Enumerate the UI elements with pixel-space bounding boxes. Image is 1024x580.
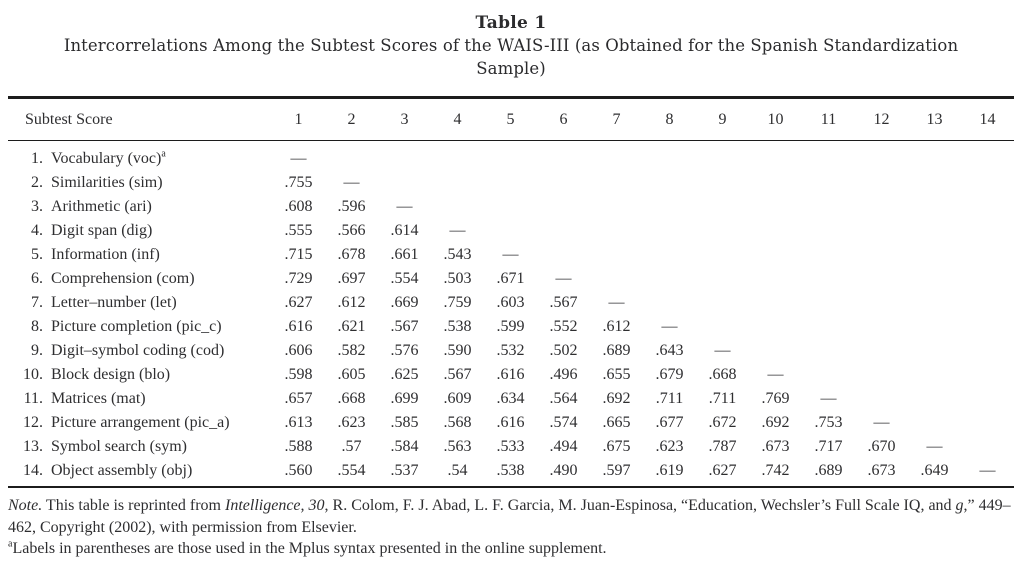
correlation-cell: .717 <box>814 438 843 455</box>
row-label <box>8 195 272 219</box>
correlation-cell: — <box>661 318 678 335</box>
correlation-cell <box>802 141 855 172</box>
correlation-cell <box>696 141 749 172</box>
correlation-cell: .533 <box>496 438 525 455</box>
row-number: 8. <box>31 318 43 335</box>
correlation-cell: .563 <box>443 438 472 455</box>
subtest-name: Comprehension (com) <box>51 270 195 287</box>
correlation-cell: .692 <box>602 390 631 407</box>
correlation-cell <box>696 291 749 315</box>
correlation-cell <box>696 171 749 195</box>
correlation-cell: — <box>714 342 731 359</box>
correlation-cell <box>590 195 643 219</box>
correlation-cell <box>696 195 749 219</box>
correlation-cell <box>855 315 908 339</box>
table-row <box>8 195 1014 219</box>
subtest-name: Object assembly (obj) <box>51 462 193 479</box>
correlation-cell: .57 <box>341 438 362 455</box>
correlation-cell: .673 <box>761 438 790 455</box>
footnote-a-line <box>8 538 1014 560</box>
correlation-cell <box>908 411 961 435</box>
correlation-cell <box>643 243 696 267</box>
row-label <box>8 363 272 387</box>
correlation-cell: .769 <box>761 390 790 407</box>
correlation-cell <box>537 141 590 172</box>
correlation-cell: .627 <box>696 459 749 487</box>
column-header-6: 6 <box>537 98 590 141</box>
correlation-cell <box>961 363 1014 387</box>
subtest-name: Picture arrangement (pic_a) <box>51 414 230 431</box>
table-title-line: Sample) <box>476 59 546 78</box>
table-row <box>8 267 1014 291</box>
correlation-cell: — <box>449 222 466 239</box>
correlation-cell <box>643 267 696 291</box>
correlation-cell <box>590 171 643 195</box>
table-row <box>8 339 1014 363</box>
subtest-name: Digit–symbol coding (cod) <box>51 342 225 359</box>
correlation-cell <box>908 219 961 243</box>
table-notes <box>8 495 1014 560</box>
correlation-cell: .552 <box>549 318 578 335</box>
correlation-cell <box>802 267 855 291</box>
column-header-5: 5 <box>484 98 537 141</box>
correlation-cell <box>908 315 961 339</box>
correlation-cell <box>961 315 1014 339</box>
correlation-cell <box>855 219 908 243</box>
table-row <box>8 141 1014 172</box>
correlation-cell <box>590 267 643 291</box>
correlation-cell <box>908 141 961 172</box>
correlation-cell: .679 <box>655 366 684 383</box>
correlation-cell: — <box>926 438 943 455</box>
correlation-cell: .554 <box>390 270 419 287</box>
column-header-12: 12 <box>855 98 908 141</box>
table-row <box>8 387 1014 411</box>
correlation-cell <box>643 291 696 315</box>
correlation-cell: .692 <box>761 414 790 431</box>
correlation-cell: .588 <box>284 438 313 455</box>
subtest-name: Vocabulary (voc) <box>51 150 162 167</box>
correlation-cell: .623 <box>337 414 366 431</box>
table-row <box>8 435 1014 459</box>
correlation-cell: .755 <box>284 174 313 191</box>
correlation-cell: — <box>555 270 572 287</box>
correlation-cell <box>961 435 1014 459</box>
correlation-cell <box>431 171 484 195</box>
row-number: 10. <box>23 366 43 383</box>
correlation-cell: .503 <box>443 270 472 287</box>
column-header-7: 7 <box>590 98 643 141</box>
correlation-cell <box>802 315 855 339</box>
correlation-cell <box>908 363 961 387</box>
correlation-cell: .554 <box>325 459 378 487</box>
table-title-block <box>8 12 1014 80</box>
correlation-cell: .677 <box>655 414 684 431</box>
correlation-cell <box>855 267 908 291</box>
correlation-cell: .643 <box>655 342 684 359</box>
correlation-cell: .555 <box>284 222 313 239</box>
correlation-cell: .614 <box>390 222 419 239</box>
correlation-cell: .532 <box>496 342 525 359</box>
correlation-cell: .657 <box>284 390 313 407</box>
row-number: 14. <box>23 462 43 479</box>
correlation-cell: .711 <box>708 390 737 407</box>
column-header-1: 1 <box>272 98 325 141</box>
correlation-cell <box>855 363 908 387</box>
row-label <box>8 267 272 291</box>
correlation-cell <box>855 195 908 219</box>
correlation-cell <box>961 219 1014 243</box>
correlation-cell <box>802 291 855 315</box>
note-line <box>8 495 1014 538</box>
column-header-4: 4 <box>431 98 484 141</box>
correlation-cell <box>855 339 908 363</box>
correlation-cell: — <box>396 198 413 215</box>
correlation-cell <box>696 219 749 243</box>
correlation-cell <box>484 195 537 219</box>
correlation-cell <box>537 243 590 267</box>
row-number: 5. <box>31 246 43 263</box>
correlation-cell <box>749 315 802 339</box>
correlation-cell: .678 <box>337 246 366 263</box>
table-title-line: Intercorrelations Among the Subtest Scores of the WAIS-III (as Obtained for the Spanish Standardization <box>63 36 959 55</box>
correlation-cell: .612 <box>337 294 366 311</box>
table-row <box>8 363 1014 387</box>
correlation-cell: .671 <box>496 270 525 287</box>
correlation-cell <box>643 219 696 243</box>
correlation-cell <box>961 411 1014 435</box>
note-segment: ,” 449–462, Copyright (2002), with permission from Elsevier. <box>8 497 1011 536</box>
correlation-cell <box>802 171 855 195</box>
correlation-cell: .609 <box>443 390 472 407</box>
row-label <box>8 315 272 339</box>
correlation-cell <box>749 267 802 291</box>
row-number: 9. <box>31 342 43 359</box>
row-number: 6. <box>31 270 43 287</box>
correlation-cell <box>325 141 378 172</box>
row-number: 4. <box>31 222 43 239</box>
correlation-cell: .590 <box>443 342 472 359</box>
correlation-cell: .582 <box>337 342 366 359</box>
correlation-cell <box>749 243 802 267</box>
footnote-text: Labels in parentheses are those used in the Mplus syntax presented in the online supplement. <box>12 540 607 557</box>
correlation-cell: .699 <box>390 390 419 407</box>
correlation-cell <box>855 243 908 267</box>
correlation-cell <box>696 267 749 291</box>
correlation-cell <box>484 171 537 195</box>
row-label <box>8 141 272 172</box>
correlation-cell <box>431 141 484 172</box>
correlation-cell: .669 <box>390 294 419 311</box>
correlation-cell: .627 <box>284 294 313 311</box>
table-row <box>8 411 1014 435</box>
footnote-marker: a <box>8 538 13 550</box>
correlation-cell: .597 <box>590 459 643 487</box>
correlation-cell: .623 <box>655 438 684 455</box>
column-header-2: 2 <box>325 98 378 141</box>
correlation-cell: .490 <box>537 459 590 487</box>
column-header-14: 14 <box>961 98 1014 141</box>
correlation-cell <box>537 219 590 243</box>
correlation-cell: .612 <box>602 318 631 335</box>
subtest-name: Letter–number (let) <box>51 294 177 311</box>
correlation-cell: .613 <box>284 414 313 431</box>
correlation-cell: .599 <box>496 318 525 335</box>
correlation-cell <box>643 141 696 172</box>
correlation-cell <box>961 171 1014 195</box>
correlation-cell: .54 <box>431 459 484 487</box>
correlation-cell: .661 <box>390 246 419 263</box>
table-body <box>8 141 1014 488</box>
correlation-cell: .616 <box>496 414 525 431</box>
table-row <box>8 291 1014 315</box>
correlation-cell <box>431 195 484 219</box>
row-label <box>8 219 272 243</box>
correlation-cell <box>961 291 1014 315</box>
correlation-cell: .625 <box>390 366 419 383</box>
correlation-cell: .502 <box>549 342 578 359</box>
correlation-cell <box>484 141 537 172</box>
correlation-cell <box>855 291 908 315</box>
correlation-cell <box>908 291 961 315</box>
correlation-cell: .494 <box>549 438 578 455</box>
correlation-cell: .567 <box>549 294 578 311</box>
correlation-cell: .576 <box>390 342 419 359</box>
correlation-cell: .616 <box>496 366 525 383</box>
row-label <box>8 291 272 315</box>
correlation-cell <box>749 291 802 315</box>
row-number: 7. <box>31 294 43 311</box>
correlation-cell: — <box>961 459 1014 487</box>
correlation-cell: .759 <box>443 294 472 311</box>
correlation-cell <box>961 267 1014 291</box>
row-number: 12. <box>23 414 43 431</box>
row-label <box>8 339 272 363</box>
column-header-subtest-score: Subtest Score <box>8 98 272 141</box>
correlation-cell: .603 <box>496 294 525 311</box>
row-label <box>8 171 272 195</box>
table-header-row <box>8 98 1014 141</box>
table-row <box>8 315 1014 339</box>
correlation-cell <box>749 141 802 172</box>
correlation-cell <box>590 243 643 267</box>
note-segment: g <box>955 497 964 514</box>
correlation-cell: .596 <box>337 198 366 215</box>
correlation-cell: .616 <box>284 318 313 335</box>
correlation-cell: .566 <box>337 222 366 239</box>
correlation-cell: .606 <box>284 342 313 359</box>
row-number: 11. <box>23 390 43 407</box>
correlation-cell <box>961 195 1014 219</box>
correlation-cell: — <box>608 294 625 311</box>
column-header-11: 11 <box>802 98 855 141</box>
correlation-cell <box>961 339 1014 363</box>
correlation-cell: .598 <box>284 366 313 383</box>
subtest-name: Picture completion (pic_c) <box>51 318 222 335</box>
table-row <box>8 171 1014 195</box>
table-row <box>8 219 1014 243</box>
correlation-cell: .711 <box>655 390 684 407</box>
row-label <box>8 243 272 267</box>
correlation-cell <box>802 363 855 387</box>
correlation-cell <box>802 243 855 267</box>
correlation-cell: .543 <box>443 246 472 263</box>
correlation-cell: .742 <box>749 459 802 487</box>
correlation-cell <box>908 267 961 291</box>
correlation-cell <box>802 339 855 363</box>
subtest-name: Block design (blo) <box>51 366 171 383</box>
correlation-cell <box>378 141 431 172</box>
column-header-9: 9 <box>696 98 749 141</box>
subtest-name: Matrices (mat) <box>51 390 146 407</box>
row-number: 1. <box>31 150 43 167</box>
correlation-cell: .605 <box>337 366 366 383</box>
column-header-3: 3 <box>378 98 431 141</box>
correlation-cell: — <box>767 366 784 383</box>
correlation-cell <box>537 171 590 195</box>
correlation-table <box>8 96 1014 488</box>
correlation-cell <box>590 141 643 172</box>
correlation-cell: .673 <box>855 459 908 487</box>
table-number: Table 1 <box>475 13 547 33</box>
column-header-10: 10 <box>749 98 802 141</box>
footnote-marker: a <box>161 148 166 160</box>
correlation-cell: .729 <box>284 270 313 287</box>
correlation-cell: .538 <box>443 318 472 335</box>
correlation-cell <box>908 243 961 267</box>
correlation-cell: .574 <box>549 414 578 431</box>
row-label <box>8 435 272 459</box>
row-label <box>8 459 272 487</box>
subtest-name: Information (inf) <box>51 246 160 263</box>
correlation-cell <box>802 195 855 219</box>
note-segment: Note. <box>8 497 43 514</box>
correlation-cell: .668 <box>337 390 366 407</box>
row-number: 3. <box>31 198 43 215</box>
correlation-cell: .584 <box>390 438 419 455</box>
correlation-cell: .697 <box>337 270 366 287</box>
correlation-cell <box>908 195 961 219</box>
correlation-cell: .608 <box>284 198 313 215</box>
subtest-name: Symbol search (sym) <box>51 438 187 455</box>
correlation-cell: .649 <box>908 459 961 487</box>
correlation-cell: — <box>873 414 890 431</box>
correlation-cell <box>749 339 802 363</box>
table-row <box>8 243 1014 267</box>
correlation-cell <box>855 387 908 411</box>
correlation-cell <box>855 141 908 172</box>
row-label <box>8 387 272 411</box>
correlation-cell: .564 <box>549 390 578 407</box>
correlation-cell: .567 <box>443 366 472 383</box>
correlation-cell: .753 <box>814 414 843 431</box>
note-segment: , R. Colom, F. J. Abad, L. F. Garcia, M. Juan-Espinosa, “Education, Wechsler’s Full Scale IQ, and <box>324 497 956 514</box>
correlation-cell: .537 <box>378 459 431 487</box>
correlation-cell <box>908 387 961 411</box>
table-row <box>8 459 1014 487</box>
correlation-cell <box>802 219 855 243</box>
correlation-cell: .655 <box>602 366 631 383</box>
correlation-cell <box>961 387 1014 411</box>
subtest-name: Digit span (dig) <box>51 222 153 239</box>
correlation-cell: .668 <box>708 366 737 383</box>
correlation-cell <box>749 171 802 195</box>
correlation-cell: .689 <box>602 342 631 359</box>
correlation-cell: — <box>502 246 519 263</box>
correlation-cell: .689 <box>802 459 855 487</box>
correlation-cell: .619 <box>643 459 696 487</box>
correlation-cell <box>696 315 749 339</box>
note-segment: This table is reprinted from <box>42 497 225 514</box>
correlation-cell: — <box>290 150 307 167</box>
row-label <box>8 411 272 435</box>
column-header-8: 8 <box>643 98 696 141</box>
correlation-cell <box>908 339 961 363</box>
correlation-cell <box>855 171 908 195</box>
correlation-cell: .560 <box>272 459 325 487</box>
correlation-cell: .670 <box>867 438 896 455</box>
correlation-cell <box>537 195 590 219</box>
correlation-cell: .567 <box>390 318 419 335</box>
correlation-cell: .568 <box>443 414 472 431</box>
correlation-cell: .672 <box>708 414 737 431</box>
column-header-13: 13 <box>908 98 961 141</box>
subtest-name: Arithmetic (ari) <box>51 198 152 215</box>
correlation-cell: .585 <box>390 414 419 431</box>
correlation-cell: — <box>820 390 837 407</box>
correlation-cell: .665 <box>602 414 631 431</box>
correlation-cell: — <box>343 174 360 191</box>
correlation-cell <box>908 171 961 195</box>
correlation-cell: .787 <box>708 438 737 455</box>
correlation-cell <box>643 171 696 195</box>
table-title <box>8 34 1014 80</box>
correlation-cell <box>749 219 802 243</box>
correlation-cell <box>590 219 643 243</box>
note-segment: Intelligence, 30 <box>225 497 325 514</box>
correlation-cell: .634 <box>496 390 525 407</box>
correlation-cell <box>643 195 696 219</box>
subtest-name: Similarities (sim) <box>51 174 163 191</box>
correlation-cell <box>961 141 1014 172</box>
correlation-cell <box>961 243 1014 267</box>
correlation-cell <box>696 243 749 267</box>
row-number: 2. <box>31 174 43 191</box>
correlation-cell <box>749 195 802 219</box>
row-number: 13. <box>23 438 43 455</box>
correlation-cell: .675 <box>602 438 631 455</box>
correlation-cell <box>378 171 431 195</box>
correlation-cell <box>484 219 537 243</box>
correlation-cell: .496 <box>549 366 578 383</box>
correlation-cell: .715 <box>284 246 313 263</box>
correlation-cell: .538 <box>484 459 537 487</box>
correlation-cell: .621 <box>337 318 366 335</box>
